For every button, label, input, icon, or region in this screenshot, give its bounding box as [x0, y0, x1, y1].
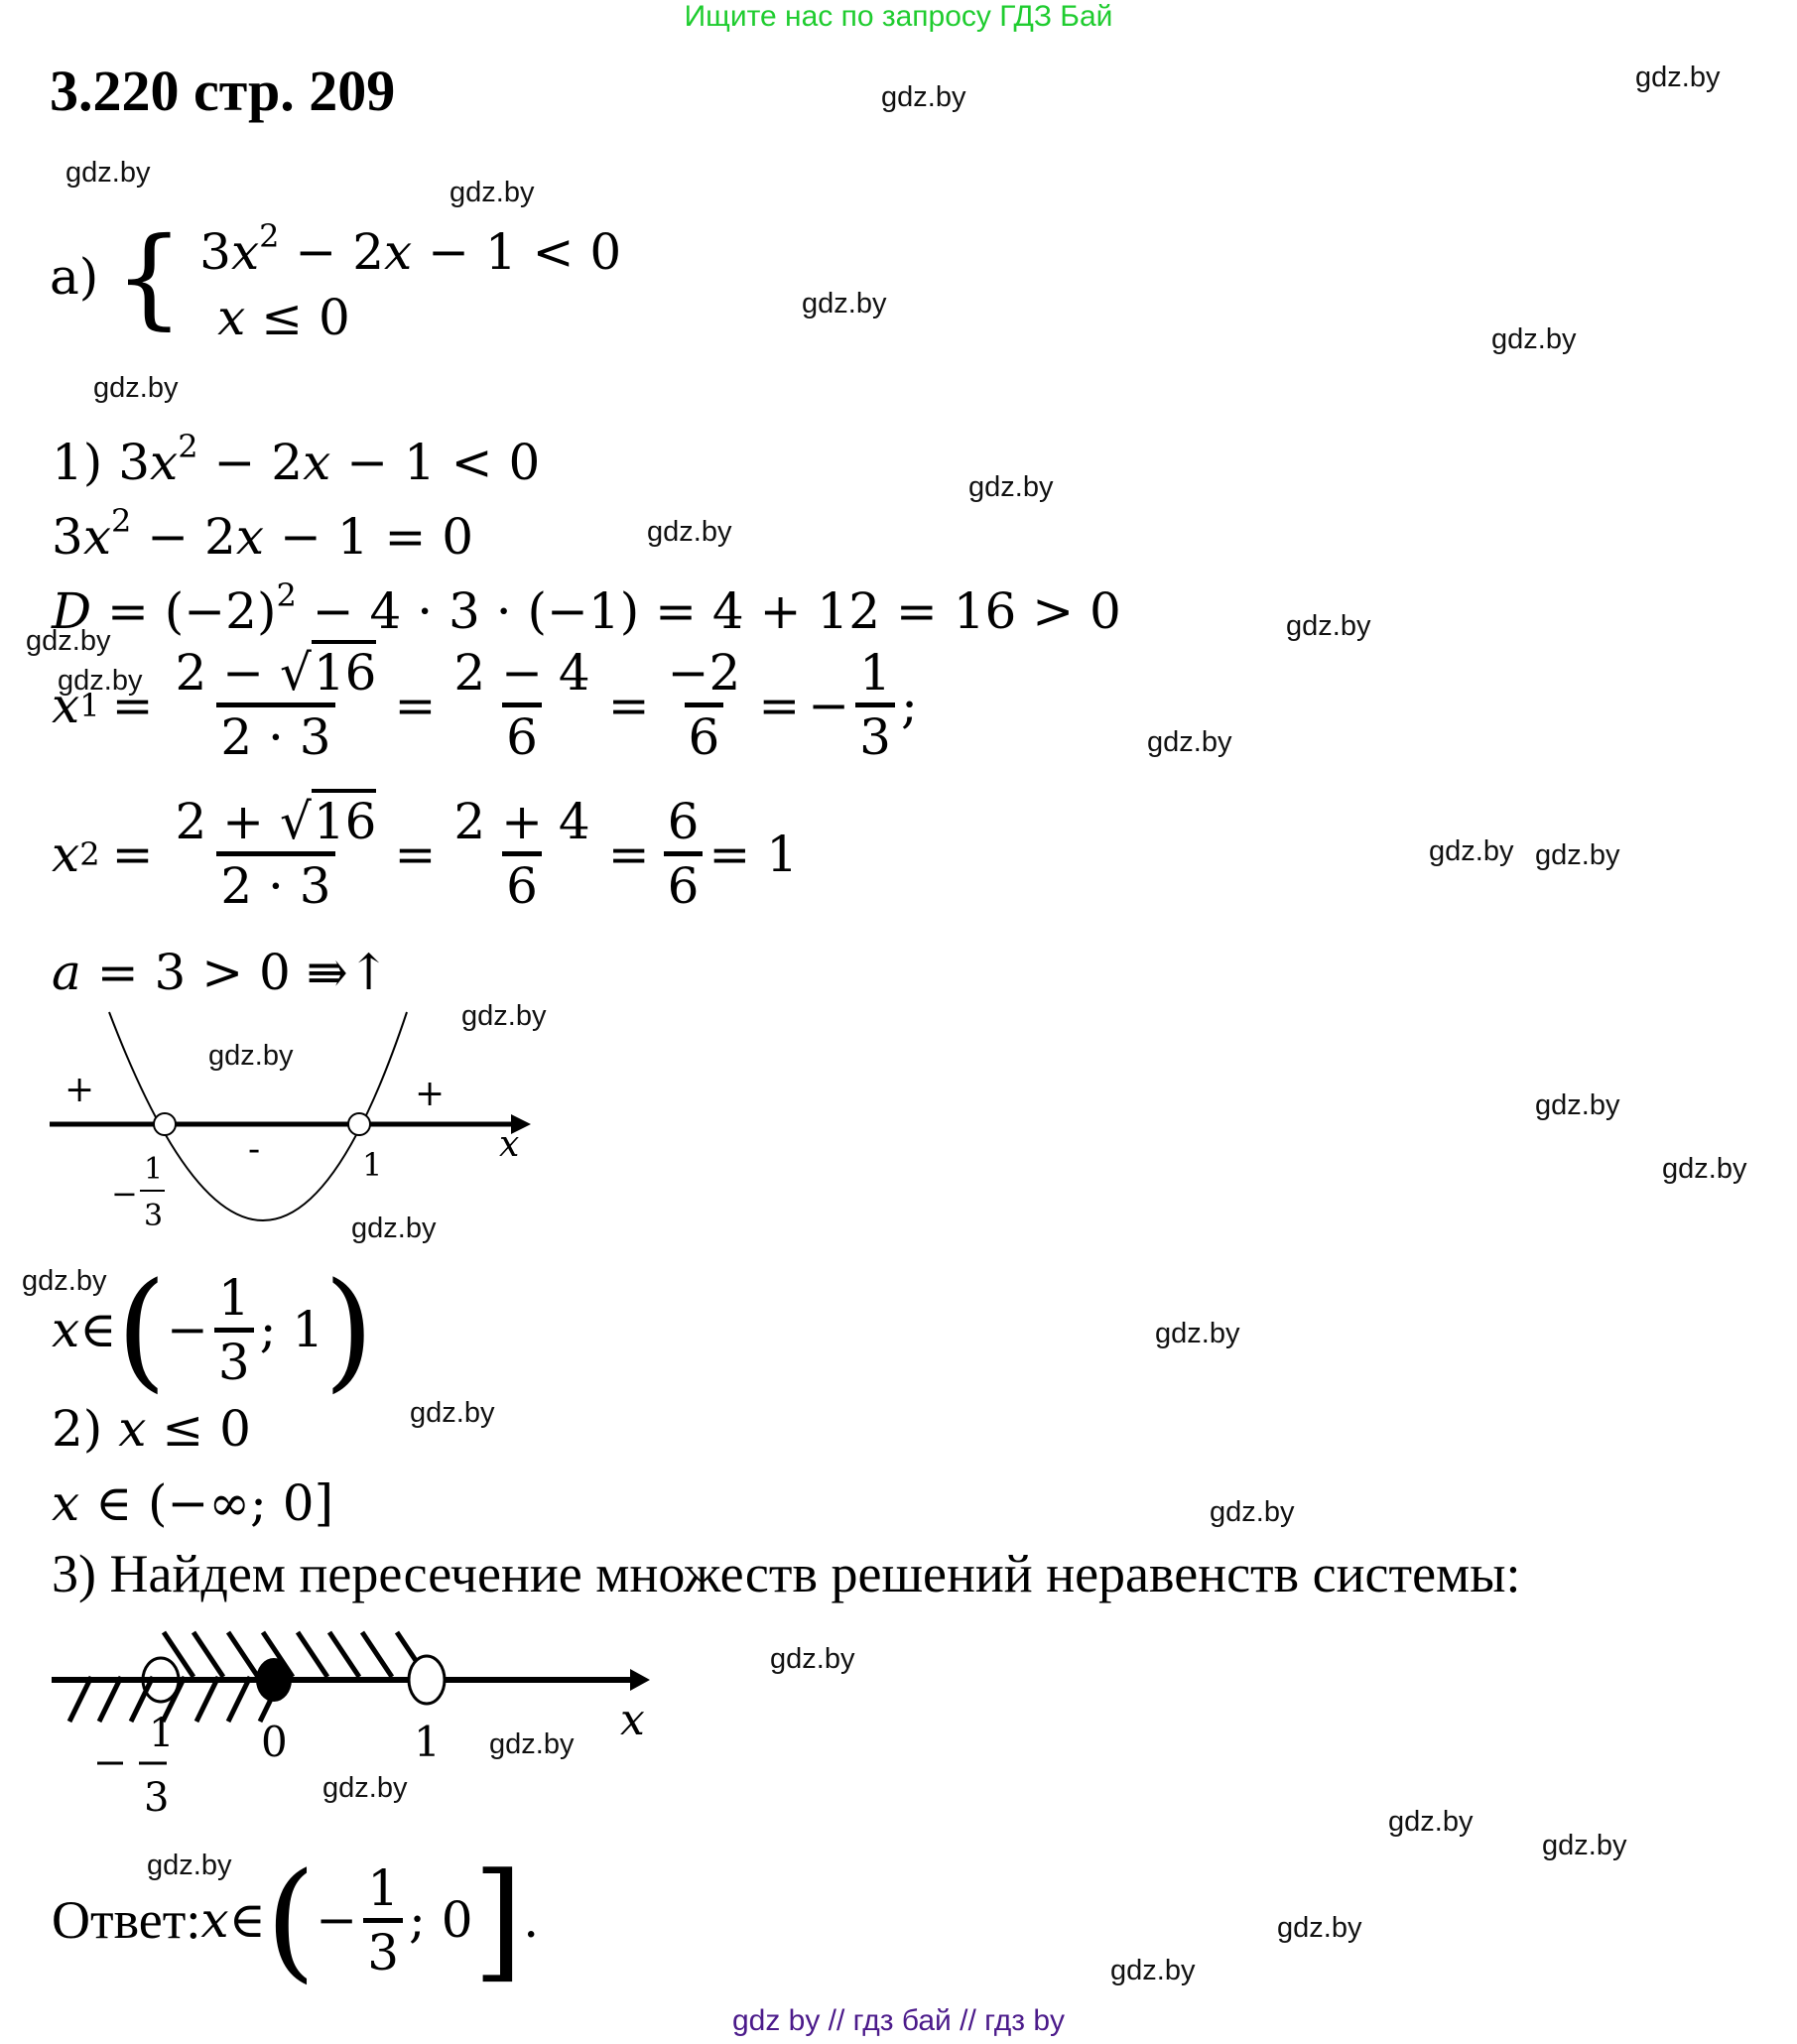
watermark: gdz.by — [802, 288, 887, 319]
fraction: $\frac{6}{6}$ — [664, 794, 704, 914]
root-x2: x 2 = $\frac{2 + √16}{2 \cdot 3}$ = $\frac{2 + 4}{6}$ = $\frac{6}{6}$ = 1 — [52, 794, 798, 914]
parabola-graph — [40, 1002, 556, 1245]
search-banner[interactable]: Ищите нас по запросу ГДЗ Бай — [684, 0, 1113, 33]
label-zero: 0 — [261, 1718, 288, 1766]
filled-point-icon — [256, 1658, 292, 1702]
root-x1: x 1 = $\frac{2 - √16}{2 \cdot 3}$ = $\frac{2 - 4}{6}$ = $\frac{-2}{6}$ = − $\frac{1}{3}$ ; — [52, 645, 918, 765]
watermark: gdz.by — [26, 625, 111, 657]
watermark: gdz.by — [65, 157, 151, 189]
fraction: $\frac{1}{3}$ — [363, 1860, 403, 1980]
watermark: gdz.by — [58, 665, 143, 697]
system-lines — [199, 203, 621, 350]
watermark: gdz.by — [1542, 1830, 1627, 1861]
watermark: gdz.by — [489, 1728, 575, 1760]
discriminant: $D = (-2)^2 - 4 \cdot 3 \cdot (-1) = 4 + 12 = 16 > 0$ — [52, 576, 1121, 640]
watermark: gdz.by — [1110, 1955, 1196, 1986]
answer: Ответ: x ∈ ( − $\frac{1}{3}$ ; 0 ] . — [52, 1845, 540, 1995]
watermark: gdz.by — [1210, 1496, 1295, 1528]
watermark: gdz.by — [147, 1850, 232, 1881]
open-point-icon — [409, 1656, 445, 1704]
axis-arrow-icon — [630, 1669, 650, 1691]
watermark: gdz.by — [647, 516, 732, 548]
watermark: gdz.by — [351, 1213, 437, 1244]
watermark: gdz.by — [1429, 835, 1514, 867]
root-label-1: 1 — [362, 1146, 383, 1184]
watermark: gdz.by — [1662, 1153, 1747, 1185]
sign-plus-right: + — [415, 1074, 446, 1114]
watermark: gdz.by — [770, 1643, 855, 1675]
watermark: gdz.by — [1155, 1318, 1240, 1349]
system-brace: { — [114, 213, 185, 340]
part-a-label: а) — [50, 248, 99, 306]
watermark: gdz.by — [449, 177, 535, 208]
axis-label-x: x — [620, 1695, 645, 1745]
system-line-2: x ≤ 0 — [217, 289, 350, 346]
fraction: $\frac{1}{3}$ — [855, 645, 895, 765]
label-num: 1 — [149, 1711, 175, 1756]
watermark: gdz.by — [461, 1000, 547, 1032]
watermark: gdz.by — [1535, 1089, 1620, 1121]
watermark: gdz.by — [322, 1772, 408, 1804]
step1-header: 1) $3x^2 - 2x - 1 < 0$ — [52, 428, 541, 491]
axis-label-x: x — [499, 1124, 520, 1165]
sign-minus-middle: - — [248, 1129, 261, 1170]
root-label-den: 3 — [144, 1199, 164, 1233]
watermark: gdz.by — [93, 372, 179, 404]
watermark: gdz.by — [1277, 1912, 1362, 1944]
sign-plus-left: + — [64, 1070, 95, 1110]
open-point-icon — [348, 1113, 370, 1135]
step1-result: x ∈ ( − $\frac{1}{3}$ ; 1 ) — [52, 1254, 374, 1405]
label-one: 1 — [414, 1718, 441, 1766]
fraction: $\frac{2 + 4}{6}$ — [453, 793, 590, 915]
system-line-1: $3x^2 - 2x - 1 < 0$ — [199, 217, 622, 281]
watermark: gdz.by — [410, 1397, 495, 1429]
leading-coefficient: a = 3 > 0 ⇛↑ — [52, 944, 390, 1001]
label-den: 3 — [144, 1775, 170, 1821]
watermark: gdz.by — [1635, 62, 1721, 93]
watermark: gdz.by — [968, 471, 1054, 503]
fraction: $\frac{-2}{6}$ — [667, 644, 741, 766]
fraction: $\frac{2 - √16}{2 \cdot 3}$ — [171, 645, 380, 765]
root-label-num: 1 — [144, 1152, 164, 1187]
watermark: gdz.by — [1388, 1806, 1474, 1838]
fraction: $\frac{1}{3}$ — [214, 1270, 254, 1390]
watermark: gdz.by — [1491, 323, 1577, 355]
watermark: gdz.by — [881, 81, 966, 113]
fraction: $\frac{2 + √16}{2 \cdot 3}$ — [171, 794, 380, 914]
hatching-lower — [69, 1677, 282, 1722]
step3-header: 3) Найдем пересечение множеств решений неравенств системы: — [52, 1544, 1521, 1603]
step2-header: 2) x ≤ 0 — [52, 1400, 251, 1458]
watermark: gdz.by — [208, 1040, 294, 1072]
watermark: gdz.by — [1147, 726, 1232, 758]
step2-result: x ∈ (−∞; 0] — [52, 1474, 334, 1532]
open-point-icon — [154, 1113, 176, 1135]
watermark: gdz.by — [1286, 610, 1371, 642]
watermark: gdz.by — [22, 1265, 107, 1297]
root-label-minus: − — [111, 1175, 138, 1213]
fraction: $\frac{2 - 4}{6}$ — [453, 644, 590, 766]
footer-links[interactable]: gdz by // гдз бай // гдз by — [731, 2004, 1066, 2037]
system-a — [50, 203, 621, 350]
hatching-upper — [164, 1632, 427, 1677]
quadratic-equation: $3x^2 - 2x - 1 = 0$ — [52, 502, 474, 566]
page-title: 3.220 стр. 209 — [50, 59, 396, 123]
watermark: gdz.by — [1535, 839, 1620, 871]
